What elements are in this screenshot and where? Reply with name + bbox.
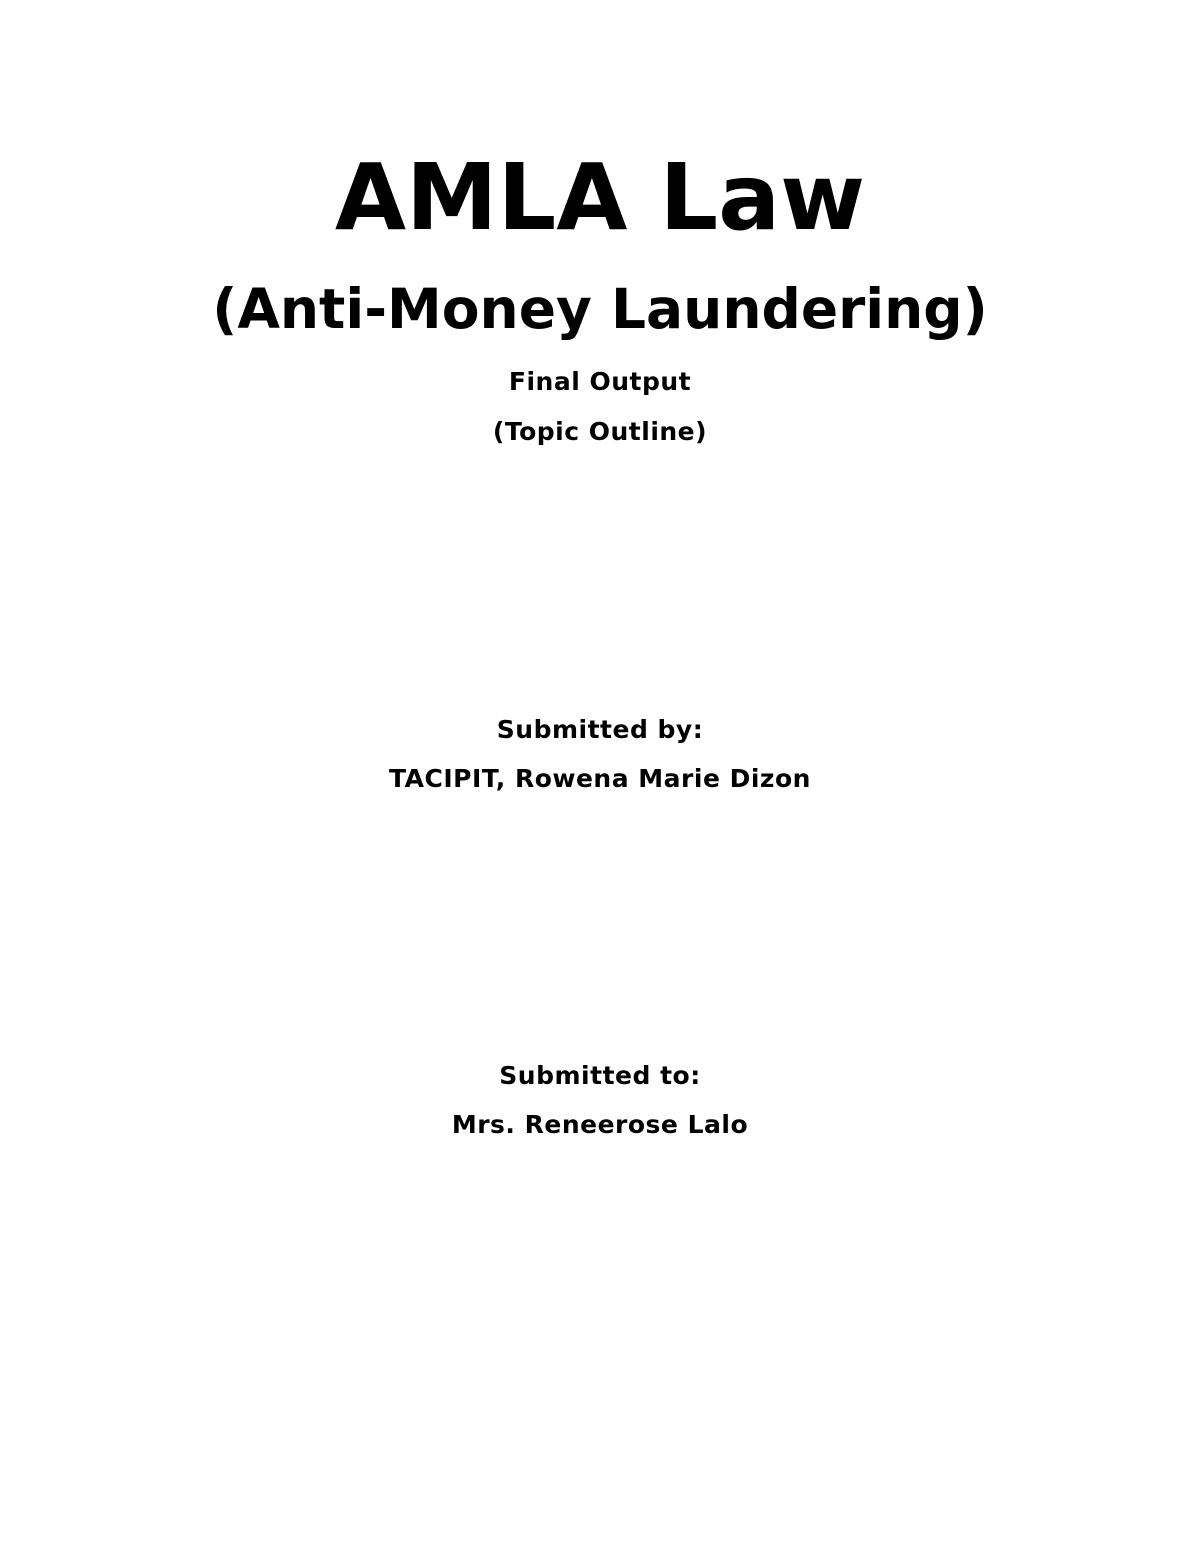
outline-type-label: (Topic Outline) (492, 417, 708, 446)
submitted-by-name: TACIPIT, Rowena Marie Dizon (389, 764, 811, 793)
output-type-label: Final Output (508, 367, 692, 396)
submitted-to-label: Submitted to: (499, 1061, 701, 1090)
submitted-by-label: Submitted by: (496, 715, 704, 744)
submitted-to-name: Mrs. Reneerose Lalo (451, 1110, 749, 1139)
document-subtitle: (Anti-Money Laundering) (212, 277, 988, 341)
document-title: AMLA Law (334, 144, 866, 251)
